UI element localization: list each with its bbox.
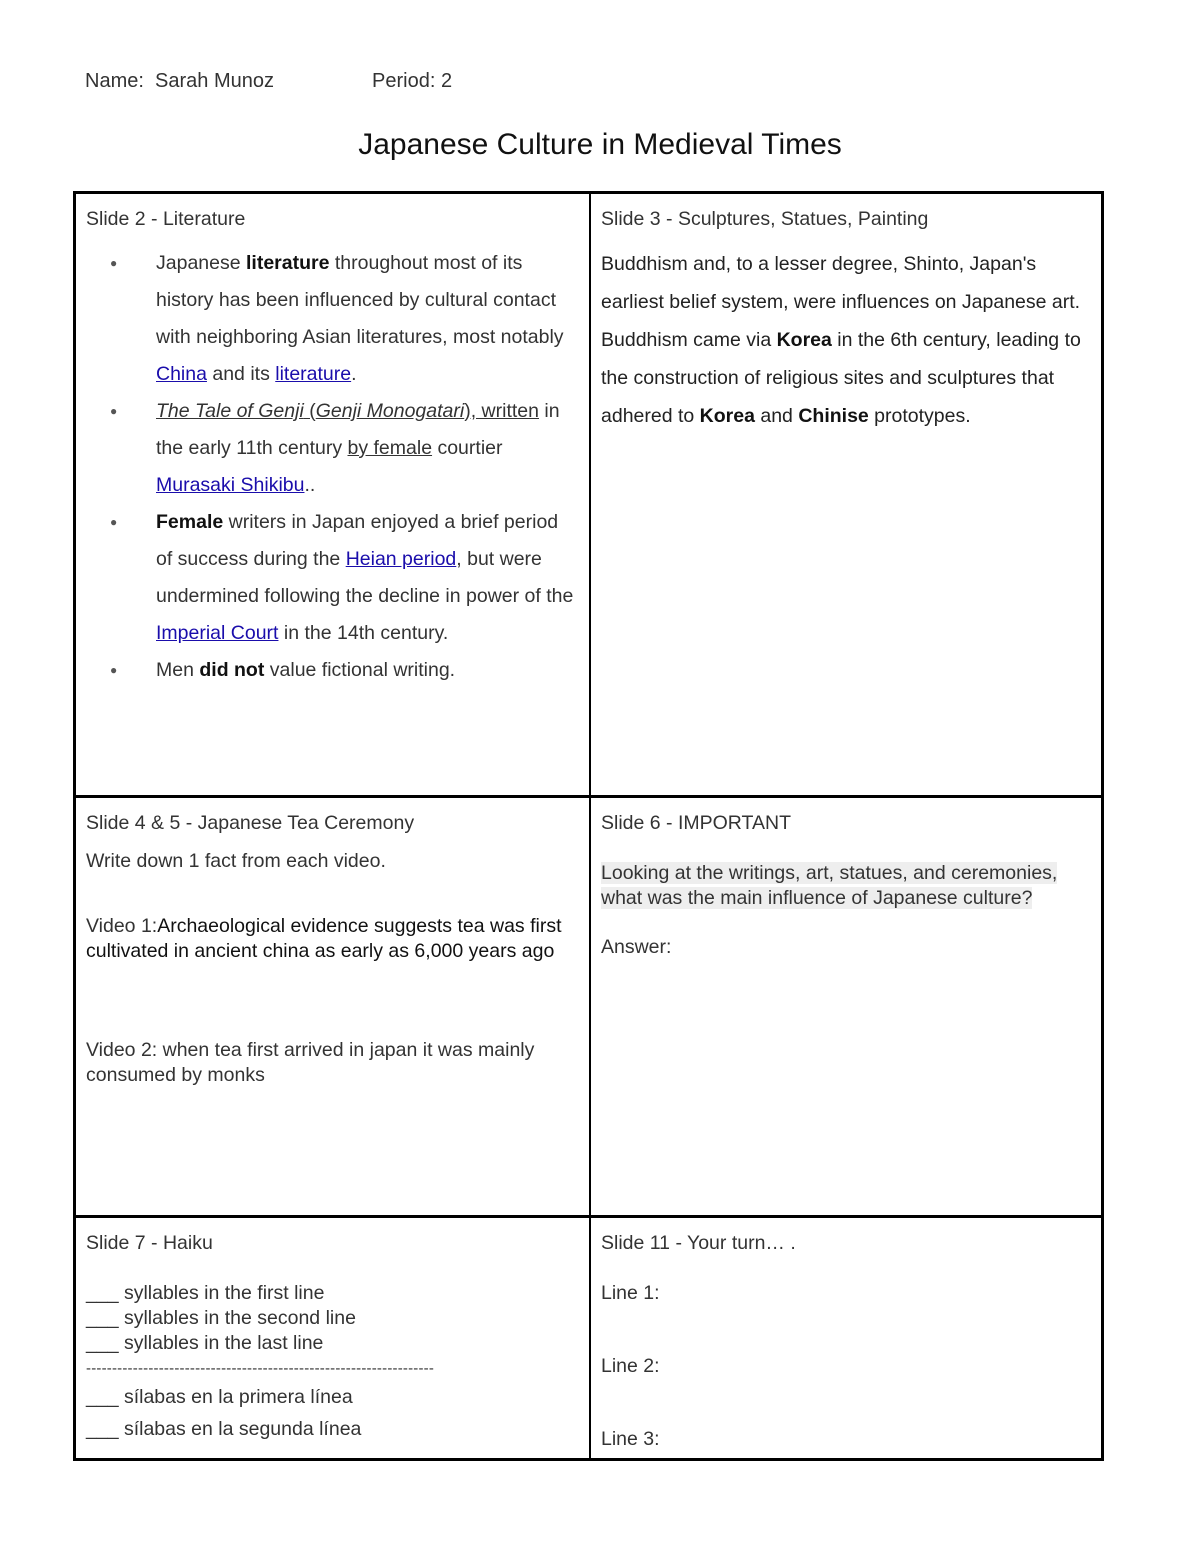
cell-title: Slide 7 - Haiku xyxy=(86,1232,213,1254)
literature-bullets xyxy=(86,245,579,689)
cell-literature xyxy=(76,194,589,795)
list-item: ● The Tale of Genji (Genji Monogatari), written in the early 11th century by female courtier Murasaki Shikibu.. xyxy=(156,393,579,504)
video-1-fact[interactable]: Video 1:Archaeological evidence suggests tea was first cultivated in ancient china as early as 6,000 years ago xyxy=(86,915,562,962)
cell-title: Slide 11 - Your turn… . xyxy=(601,1232,796,1254)
link-heian-period[interactable]: Heian period xyxy=(345,548,457,570)
cell-important xyxy=(591,798,1104,1215)
haiku-syllable-line-2[interactable]: ___ syllables in the second line xyxy=(86,1307,356,1329)
cell-title: Slide 3 - Sculptures, Statues, Painting xyxy=(601,208,929,230)
list-item: ● Female writers in Japan enjoyed a brief period of success during the Heian period, but were undermined following the decline in power of the Imperial Court in the 14th century. xyxy=(156,504,579,652)
student-name: Name: Sarah Munoz xyxy=(85,70,274,92)
dashed-divider: ------------------------------------------------------------------- xyxy=(86,1360,435,1377)
student-period: Period: 2 xyxy=(372,70,453,92)
link-imperial-court[interactable]: Imperial Court xyxy=(156,622,279,644)
student-header xyxy=(85,70,453,93)
important-question: Looking at the writings, art, statues, and ceremonies, what was the main influence of Japanese culture? xyxy=(601,862,1058,909)
worksheet-table xyxy=(73,191,1104,1461)
haiku-line-2-field[interactable]: Line 2: xyxy=(601,1355,660,1377)
cell-sculptures xyxy=(591,194,1104,795)
link-murasaki-shikibu[interactable]: Murasaki Shikibu xyxy=(156,474,305,496)
spanish-syllable-line-2[interactable]: ___ sílabas en la segunda línea xyxy=(86,1418,362,1440)
sculpture-text: Buddhism and, to a lesser degree, Shinto, Japan's earliest belief system, were influences on Japanese art. Buddhism came via Korea in the 6th century, leading to the construction of religious sites and sculptures that adhered to Korea and Chinise prototypes. xyxy=(601,253,1081,427)
haiku-syllable-line-3[interactable]: ___ syllables in the last line xyxy=(86,1332,324,1354)
cell-title: Slide 6 - IMPORTANT xyxy=(601,812,791,834)
page-title: Japanese Culture in Medieval Times xyxy=(358,128,842,161)
haiku-line-3-field[interactable]: Line 3: xyxy=(601,1428,660,1450)
link-literature[interactable]: literature xyxy=(275,363,352,385)
tea-instruction: Write down 1 fact from each video. xyxy=(86,850,386,872)
haiku-syllable-line-1[interactable]: ___ syllables in the first line xyxy=(86,1282,325,1304)
cell-your-turn xyxy=(591,1218,1104,1461)
haiku-line-1-field[interactable]: Line 1: xyxy=(601,1282,660,1304)
link-china[interactable]: China xyxy=(156,363,207,385)
cell-title: Slide 4 & 5 - Japanese Tea Ceremony xyxy=(86,812,415,834)
answer-field[interactable]: Answer: xyxy=(601,936,672,958)
list-item: ● Japanese literature throughout most of its history has been influenced by cultural contact with neighboring Asian literatures, most notably China and its literature. xyxy=(156,245,579,393)
video-2-fact[interactable]: Video 2: when tea first arrived in japan it was mainly consumed by monks xyxy=(86,1039,535,1086)
list-item: ● Men did not value fictional writing. xyxy=(156,652,579,689)
cell-haiku xyxy=(76,1218,589,1461)
cell-tea-ceremony xyxy=(76,798,589,1215)
cell-title: Slide 2 - Literature xyxy=(86,208,246,230)
spanish-syllable-line-1[interactable]: ___ sílabas en la primera línea xyxy=(86,1386,353,1408)
